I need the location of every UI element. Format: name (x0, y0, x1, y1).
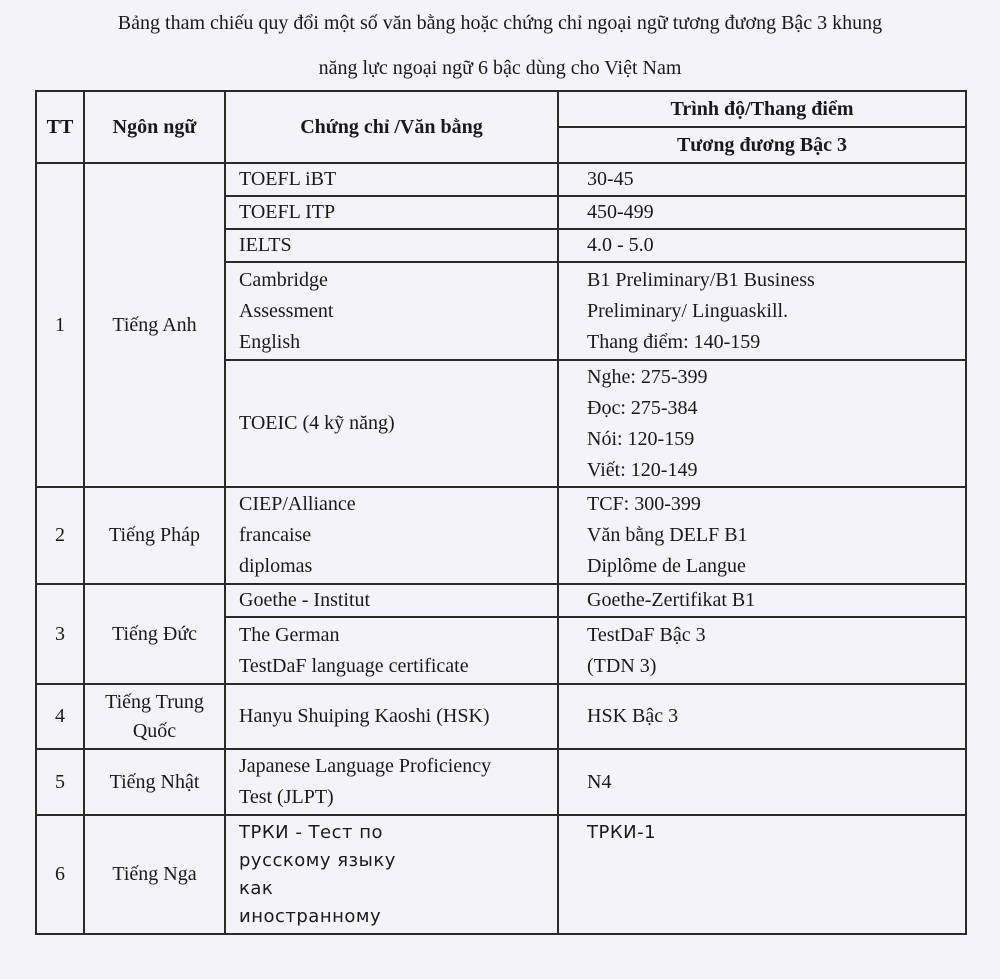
certificate-cell (225, 487, 558, 584)
header-level: Trình độ/Thang điểm (558, 91, 966, 127)
level-line: Nói: 120-159 (587, 427, 695, 450)
document-title-line-2: năng lực ngoại ngữ 6 bậc dùng cho Việt Nam (318, 57, 682, 79)
document-title-line-1: Bảng tham chiếu quy đổi một số văn bằng hoặc chứng chỉ ngoại ngữ tương đương Bậc 3 khung (117, 12, 883, 34)
level-line: B1 Preliminary/B1 Business (587, 268, 815, 291)
certificate-line: Japanese Language Proficiency (239, 755, 492, 777)
row-number: 5 (36, 749, 84, 815)
certificate-cell (225, 584, 558, 617)
certificate-line: The German (239, 623, 340, 646)
language-cell: Tiếng Nhật (84, 749, 225, 815)
certificate-line: diplomas (239, 555, 313, 577)
level-line: Nghe: 275-399 (587, 365, 708, 388)
row-number: 6 (36, 815, 84, 934)
certificate-cell (225, 360, 558, 487)
level-cell (558, 584, 966, 617)
language-line: Tiếng Trung (105, 690, 204, 713)
certificate-cell (225, 815, 558, 934)
language-cell (84, 684, 225, 749)
certificate-line: как (239, 877, 274, 899)
level-cell (558, 487, 966, 584)
row-number: 1 (36, 163, 84, 487)
table-row (36, 487, 966, 584)
level-cell (558, 229, 966, 262)
certificate-line: Cambridge (239, 268, 328, 291)
level-line: Preliminary/ Linguaskill. (587, 299, 789, 322)
certificate-line: CIEP/Alliance (239, 493, 356, 515)
language-line: Quốc (132, 719, 177, 742)
level-line: Đọc: 275-384 (587, 396, 698, 419)
level-cell (558, 815, 966, 934)
certificate-cell (225, 229, 558, 262)
language-cell: Tiếng Đức (84, 584, 225, 684)
language-cell: Tiếng Pháp (84, 487, 225, 584)
level-line: TCF: 300-399 (587, 493, 701, 515)
certificate-line: русскому языку (239, 849, 396, 871)
level-line: 4.0 - 5.0 (587, 234, 654, 256)
level-line: Văn bằng DELF B1 (587, 524, 748, 546)
row-number: 3 (36, 584, 84, 684)
header-equivalent: Tương đương Bậc 3 (558, 127, 966, 163)
certificate-line: TOEIC (4 kỹ năng) (239, 412, 395, 434)
certificate-line: IELTS (239, 234, 292, 256)
level-line: Diplôme de Langue (587, 555, 746, 577)
level-line: ТРКИ-1 (587, 822, 657, 843)
certificate-line: Goethe - Institut (239, 589, 371, 611)
certificate-line: Test (JLPT) (239, 786, 334, 808)
level-cell (558, 262, 966, 360)
certificate-cell (225, 617, 558, 684)
certificate-line: ТРКИ - Тест по (239, 821, 383, 843)
header-certificate: Chứng chỉ /Văn bằng (225, 91, 558, 163)
level-line: 30-45 (587, 168, 634, 190)
certificate-cell (225, 163, 558, 196)
table-row (36, 815, 966, 934)
table-row (36, 163, 966, 196)
certificate-line: Hanyu Shuiping Kaoshi (HSK) (239, 705, 490, 727)
certificate-cell (225, 196, 558, 229)
level-cell (558, 684, 966, 749)
level-line: Thang điểm: 140-159 (587, 330, 761, 353)
level-line: HSK Bậc 3 (587, 705, 679, 727)
level-line: (TDN 3) (587, 654, 657, 677)
level-line: Viết: 120-149 (587, 458, 698, 481)
level-cell (558, 163, 966, 196)
header-tt: TT (36, 91, 84, 163)
level-line: TestDaF Bậc 3 (587, 623, 706, 646)
certificate-cell (225, 262, 558, 360)
certificate-line: TOEFL ITP (239, 201, 336, 223)
level-line: 450-499 (587, 201, 654, 223)
certificate-line: English (239, 330, 301, 353)
row-number: 2 (36, 487, 84, 584)
certificate-line: TestDaF language certificate (239, 654, 469, 677)
equivalence-table (35, 90, 967, 935)
language-cell: Tiếng Anh (84, 163, 225, 487)
certificate-line: Assessment (239, 299, 334, 322)
table-row (36, 684, 966, 749)
level-line: Goethe-Zertifikat B1 (587, 589, 756, 611)
level-cell (558, 749, 966, 815)
table-row (36, 749, 966, 815)
row-number: 4 (36, 684, 84, 749)
level-cell (558, 617, 966, 684)
certificate-line: francaise (239, 524, 312, 546)
certificate-cell (225, 749, 558, 815)
header-language: Ngôn ngữ (84, 91, 225, 163)
language-cell: Tiếng Nga (84, 815, 225, 934)
level-cell (558, 360, 966, 487)
certificate-line: иностранному (239, 905, 382, 927)
level-line: N4 (587, 770, 612, 793)
certificate-cell (225, 684, 558, 749)
certificate-line: TOEFL iBT (239, 168, 337, 190)
level-cell (558, 196, 966, 229)
table-row (36, 584, 966, 617)
